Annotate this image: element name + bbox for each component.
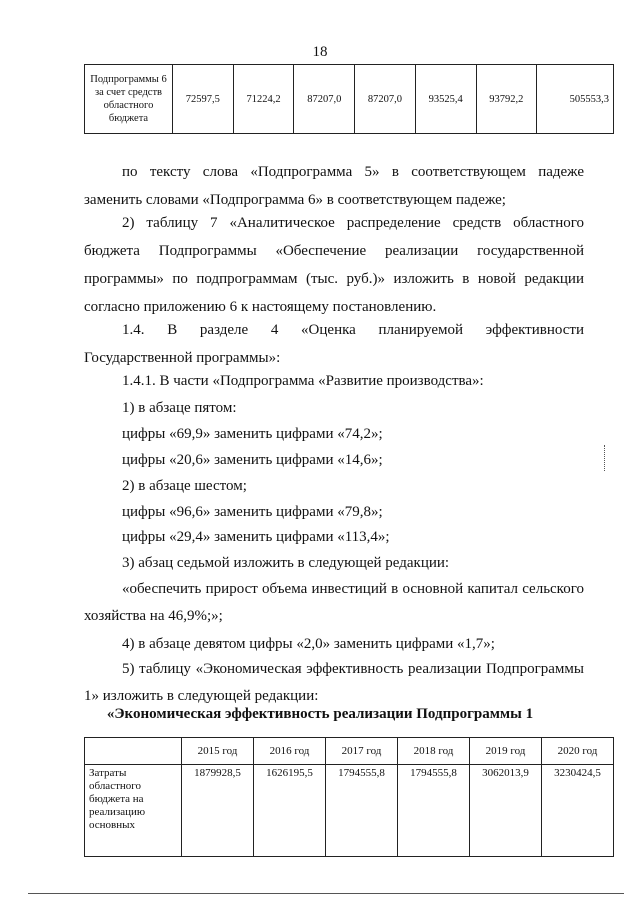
paragraph-line: 3) абзац седьмой изложить в следующей редакции: — [122, 555, 450, 571]
table-cell: 72597,5 — [173, 65, 234, 134]
column-header: 2020 год — [542, 738, 614, 765]
paragraph-line: 2) в абзаце шестом; — [122, 478, 247, 494]
table-cell-total: 505553,3 — [537, 65, 614, 134]
paragraph-line: 2) таблицу 7 «Аналитическое распределение средств областного — [122, 215, 584, 231]
table-cell: 1794555,8 — [398, 765, 470, 857]
table-title: «Экономическая эффективность реализации Подпрограммы 1 — [106, 706, 534, 722]
row-label: Затраты областного бюджета на реализацию основных — [85, 765, 182, 857]
scan-margin-mark — [604, 445, 608, 471]
paragraph-line: 5) таблицу «Экономическая эффективность реализации Подпрограммы — [122, 661, 584, 677]
table-cell: 3062013,9 — [470, 765, 542, 857]
column-header: 2016 год — [254, 738, 326, 765]
paragraph-line: цифры «20,6» заменить цифрами «14,6»; — [122, 452, 383, 468]
paragraph-line: бюджета Подпрограммы «Обеспечение реализации государственной — [84, 243, 584, 259]
paragraph-line: цифры «29,4» заменить цифрами «113,4»; — [122, 529, 390, 545]
paragraph-line: 1» изложить в следующей редакции: — [84, 688, 319, 704]
column-header: 2017 год — [326, 738, 398, 765]
table-cell: 93792,2 — [476, 65, 537, 134]
efficiency-table — [84, 737, 614, 857]
table-header-row — [85, 738, 614, 765]
table-cell: 1879928,5 — [182, 765, 254, 857]
column-header: 2015 год — [182, 738, 254, 765]
column-header: 2018 год — [398, 738, 470, 765]
column-header: 2019 год — [470, 738, 542, 765]
paragraph-line: заменить словами «Подпрограмма 6» в соответствующем падеже; — [84, 192, 506, 208]
table-cell: 87207,0 — [294, 65, 355, 134]
paragraph-line: 1.4. В разделе 4 «Оценка планируемой эффективности — [122, 322, 584, 338]
paragraph-line: программы» по подпрограммам (тыс. руб.)» изложить в новой редакции — [84, 271, 584, 287]
paragraph-line: цифры «96,6» заменить цифрами «79,8»; — [122, 504, 383, 520]
paragraph-line: 1.4.1. В части «Подпрограмма «Развитие производства»: — [122, 373, 484, 389]
paragraph-line: 1) в абзаце пятом: — [122, 400, 237, 416]
paragraph-line: 4) в абзаце девятом цифры «2,0» заменить цифрами «1,7»; — [122, 636, 495, 652]
table-row — [85, 65, 614, 134]
table-cell: 1626195,5 — [254, 765, 326, 857]
table-cell: 71224,2 — [233, 65, 294, 134]
row-label: Подпрограммы 6 за счет средств областного бюджета — [85, 65, 173, 134]
table-cell: 93525,4 — [415, 65, 476, 134]
table-cell: 3230424,5 — [542, 765, 614, 857]
paragraph-line: «обеспечить прирост объема инвестиций в основной капитал сельского — [122, 581, 584, 597]
paragraph-line: по тексту слова «Подпрограмма 5» в соответствующем падеже — [122, 164, 584, 180]
funding-table — [84, 64, 614, 134]
table-cell: 87207,0 — [355, 65, 416, 134]
paragraph-line: согласно приложению 6 к настоящему постановлению. — [84, 299, 437, 315]
page-number: 18 — [312, 44, 328, 60]
scan-footer-line — [28, 893, 624, 894]
table-row — [85, 765, 614, 857]
paragraph-line: Государственной программы»: — [84, 350, 281, 366]
paragraph-line: цифры «69,9» заменить цифрами «74,2»; — [122, 426, 383, 442]
paragraph-line: хозяйства на 46,9%;»; — [84, 608, 223, 624]
table-cell: 1794555,8 — [326, 765, 398, 857]
column-header — [85, 738, 182, 765]
